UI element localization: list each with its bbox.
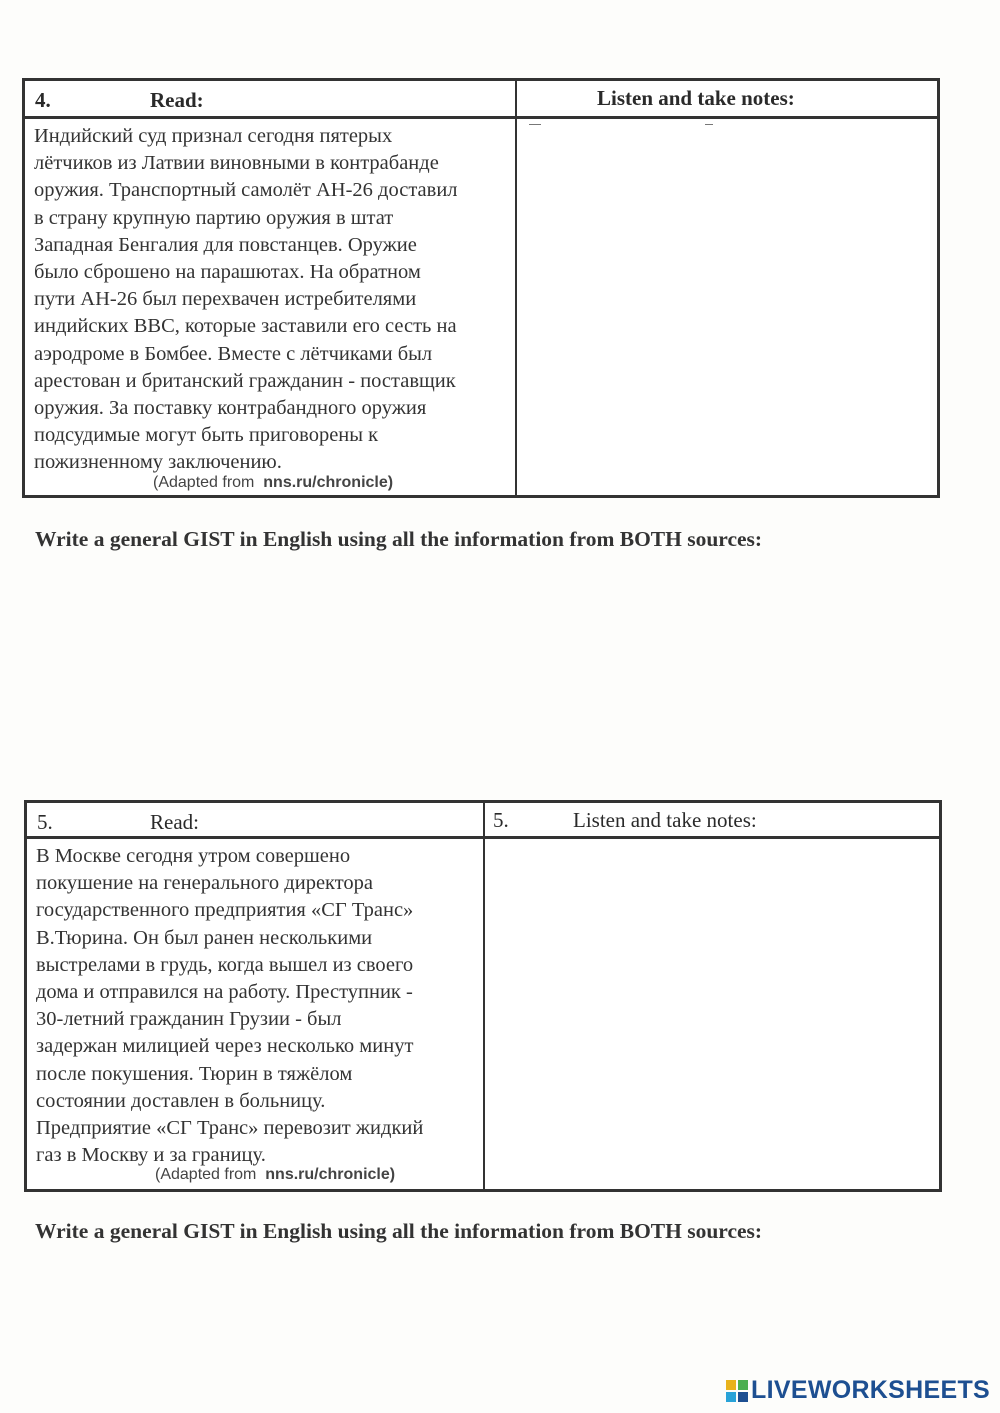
text-line: было сброшено на парашютах. На обратном <box>34 261 421 284</box>
text-line: после покушения. Тюрин в тяжёлом <box>36 1062 353 1085</box>
gist-instruction-2: Write a general GIST in English using all the information from BOTH sources: <box>35 1219 763 1243</box>
text-line: государственного предприятия «СГ Транс» <box>36 899 414 922</box>
text-line: подсудимые могут быть приговорены к <box>34 424 379 447</box>
task4-column-divider <box>515 81 517 495</box>
task5-number-read: 5. <box>37 810 53 834</box>
scan-mark <box>705 124 713 125</box>
source-site: nns.ru/chronicle) <box>265 1166 396 1183</box>
gist-answer-area-1[interactable] <box>30 565 950 785</box>
scan-mark <box>529 124 541 125</box>
logo-text: LIVEWORKSHEETS <box>751 1376 990 1404</box>
task4-read-label: Read: <box>150 88 204 112</box>
gist-instruction-1: Write a general GIST in English using all the information from BOTH sources: <box>35 527 763 551</box>
task4-russian-text <box>34 123 458 477</box>
logo-square <box>738 1392 748 1402</box>
task4-notes-area[interactable] <box>519 119 937 495</box>
text-line: дома и отправился на работу. Преступник - <box>36 981 413 1004</box>
task5-source <box>155 1166 395 1184</box>
task4-read-header <box>25 81 515 116</box>
text-line: пожизненному заключению. <box>34 451 282 474</box>
gist-answer-area-2[interactable] <box>30 1258 950 1368</box>
text-line: газ в Москву и за границу. <box>36 1144 266 1167</box>
task5-table <box>24 800 942 1192</box>
text-line: оружия. Транспортный самолёт АН-26 доставил <box>34 179 458 202</box>
text-line: В Москве сегодня утром совершено <box>36 845 351 867</box>
task5-read-header <box>27 803 483 836</box>
text-line: пути АН-26 был перехвачен истребителями <box>34 288 417 311</box>
task5-column-divider <box>483 803 485 1189</box>
text-line: задержан милицией через несколько минут <box>36 1035 414 1058</box>
task4-source <box>153 474 393 492</box>
text-line: арестован и британский гражданин - поставщик <box>34 369 456 392</box>
source-site: nns.ru/chronicle) <box>263 474 394 491</box>
text-line: В.Тюрина. Он был ранен несколькими <box>36 926 373 949</box>
task5-listen-header <box>485 803 939 836</box>
text-line: лётчиков из Латвии виновными в контрабанде <box>34 152 439 175</box>
task5-notes-area[interactable] <box>487 839 939 1189</box>
task5-number-listen: 5. <box>493 808 509 832</box>
task4-listen-header <box>517 81 937 116</box>
logo-mark-icon <box>726 1380 748 1402</box>
task4-number: 4. <box>35 88 51 112</box>
source-prefix: (Adapted from <box>153 474 255 491</box>
text-line: 30-летний гражданин Грузии - был <box>36 1008 342 1031</box>
task5-listen-label: Listen and take notes: <box>573 808 757 832</box>
logo-square <box>726 1392 736 1402</box>
task4-header-row <box>25 81 937 119</box>
text-line: индийских ВВС, которые заставили его сесть на <box>34 315 457 338</box>
task4-listen-label: Listen and take notes: <box>597 86 795 110</box>
liveworksheets-logo <box>726 1376 990 1405</box>
text-line: состоянии доставлен в больницу. <box>36 1089 326 1112</box>
text-line: в страну крупную партию оружия в штат <box>34 206 394 229</box>
text-line: аэродроме в Бомбее. Вместе с лётчиками был <box>34 342 433 365</box>
logo-square <box>726 1380 736 1390</box>
text-line: оружия. За поставку контрабандного оружия <box>34 397 427 420</box>
logo-square <box>738 1380 748 1390</box>
task5-russian-text <box>36 843 423 1169</box>
text-line: Предприятие «СГ Транс» перевозит жидкий <box>36 1117 424 1140</box>
text-line: Индийский суд признал сегодня пятерых <box>34 125 393 147</box>
source-prefix: (Adapted from <box>155 1166 257 1183</box>
task4-table <box>22 78 940 498</box>
text-line: покушение на генерального директора <box>36 872 374 895</box>
task5-read-label: Read: <box>150 810 199 834</box>
text-line: выстрелами в грудь, когда вышел из своего <box>36 953 414 976</box>
text-line: Западная Бенгалия для повстанцев. Оружие <box>34 233 417 256</box>
